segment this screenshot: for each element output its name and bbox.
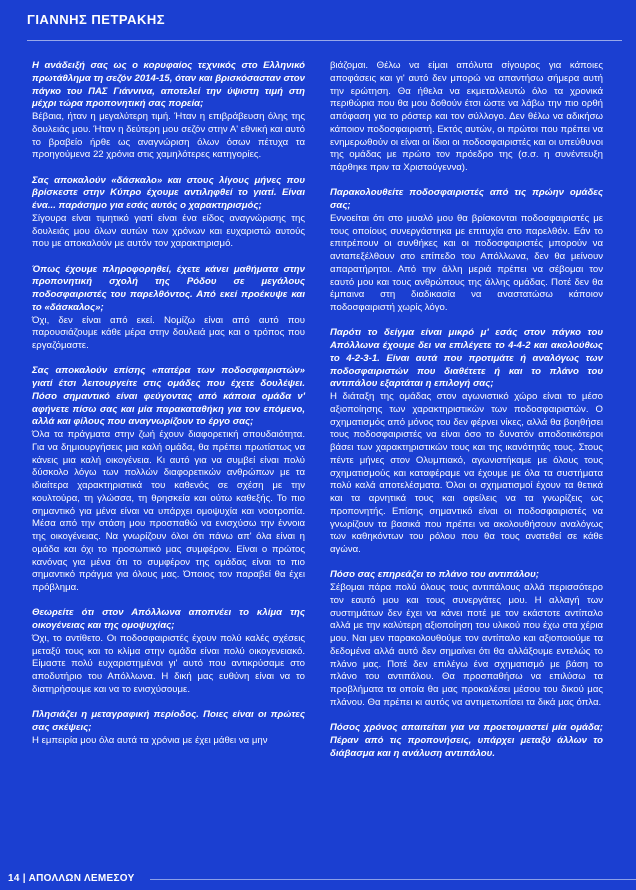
- question: Παρακολουθείτε ποδοσφαιριστές από τις πρώην ομάδες σας;: [330, 187, 603, 211]
- answer: Η εμπειρία μου όλα αυτά τα χρόνια με έχει μάθει να μην: [32, 734, 268, 746]
- answer: Σίγουρα είναι τιμητικό γιατί είναι ένα είδος αναγνώρισης της δουλειάς μου όλων αυτών των χρόνων και ευχαριστώ αυτούς που με αποκαλούν με αυτόν τον χαρακτηρισμό.: [32, 212, 305, 250]
- page-header: [0, 0, 636, 46]
- question: Σας αποκαλούν επίσης «πατέρα των ποδοσφαιριστών» γιατί έτσι λειτουργείτε στις ομάδες που έχετε δουλέψει. Πόσο σημαντικό είναι φεύγοντας από κάποια ομάδα ν' αφήνετε πίσω σας και μία παρακαταθήκη για τον επόμενο, αλλά και φίλους που αναγνωρίζουν το έργο σας;: [32, 365, 305, 428]
- question: Θεωρείτε ότι στον Απόλλωνα αποπνέει το κλίμα της οικογένειας και της ομοψυχίας;: [32, 607, 305, 631]
- answer: Βέβαια, ήταν η μεγαλύτερη τιμή. Ήταν η επιβράβευση όλης της δουλειάς μου. Ήταν η δεύτερη μου σεζόν στην Α' εθνική και αυτό το βραβείο ήρθε ως αναγνώριση όλων όσων πέτυχα τα προηγούμενα 22 χρόνια στις χαμηλότερες κατηγορίες.: [32, 111, 306, 161]
- author-name: ΓΙΑΝΝΗΣ ΠΕΤΡΑΚΗΣ: [27, 12, 166, 27]
- question: Πλησιάζει η μεταγραφική περίοδος. Ποιες είναι οι πρώτες σας σκέψεις;: [32, 709, 305, 733]
- header-divider: [27, 40, 622, 41]
- answer: Εννοείται ότι στο μυαλό μου θα βρίσκονται ποδοσφαιριστές με τους οποίους συνεργάστηκα με επιτυχία στο παρελθόν. Εάν το επιτρέπουν οι συνθήκες και οι ποδοσφαιριστές μπορούν να ανταπεξέλθουν στο επίπεδο του Απόλλωνα, δεν θα μείνουν απαρατήρητοι. Από την άλλη μεριά πρέπει να σέβομαι τον εαυτό μου και τους ανθρώπους της άλλης ομάδας. Ποτέ δεν θα έμπαινα στη διαδικασία να αναστατώσω κάποιον ποδοσφαιριστή χωρίς λόγο.: [330, 212, 603, 313]
- page-footer: [0, 868, 636, 890]
- answer: Η διάταξη της ομάδας στον αγωνιστικό χώρο είναι το μέσο αξιοποίησης των χαρακτηριστικών των ποδοσφαιριστών. Ο σχηματισμός από μόνος του δεν φέρνει νίκες, αλλά θα βοηθήσει τους ποδοσφαιριστές να είναι όσο το δυνατόν αποδοτικότεροι βάσει των χαρακτηριστικών τους και της ικανότητάς τους. Στους πέντε μήνες στον Ολυμπιακό, αγωνιστήκαμε με όλους τους σχηματισμούς και καταφέραμε να έχουμε με όλα τα συστήματα πολύ καλά αποτελέσματα. Όλοι οι σχηματισμοί έχουν τα θετικά και τα αρνητικά τους και οφείλεις να τα γνωρίζεις ως προπονητής. Επίσης σημαντικό είναι οι ποδοσφαιριστές να γνωρίζουν τα βασικά που πρέπει να ακολουθήσουν αναλόγως των καθηκόντων του ρόλου που θα τους ανατεθεί σε κάθε αγώνα.: [330, 391, 603, 555]
- answer: βιάζομαι. Θέλω να είμαι απόλυτα σίγουρος για κάποιες αποφάσεις και γι' αυτό δεν μπορώ να απαντήσω σήμερα αυτή την ερώτηση. Θα ήθελα να εκμεταλλευτώ όλο τα χρονικά περιθώρια που θα μου δοθούν έτσι ώστε να λάβω την πιο ορθή απόφαση για το ρόστερ και τον σύλλογο. Δεν θέλω να αδικήσω κάποιον ποδοσφαιριστή. Εκτός αυτών, οι πρώτοι που πρέπει να ενημερωθούν οι είναι οι ίδιοι οι ποδοσφαιριστές και οι υπεύθυνοι της ομάδας με πρώτο τον πρόεδρο της (σ.σ. η συνέντευξη πάρθηκε πριν τα Χριστούγεννα).: [330, 60, 603, 173]
- right-column: [330, 60, 603, 760]
- answer: Σέβομαι πάρα πολύ όλους τους αντιπάλους αλλά περισσότερο τον εαυτό μου και τους συνεργάτες μου. Η αλλαγή των συστημάτων δεν έχει να κάνει ποτέ με τον εκάστοτε αντίπαλο αλλά με την καλύτερη αξιοποίηση του υλικού που έχω στα χέρια μου. Ναι μεν παρακολουθούμε τον αντίπαλο και αξιοποιούμε τα δεδομένα αλλά αυτό δεν σημαίνει ότι θα αλλάξουμε εντελώς το πλάνο μας. Ποτέ δεν επιλέγω ένα σχηματισμό με βάση το πλάνο του αντιπάλου. Θα προσπαθήσω να επιλύσω τα προβλήματα τα οποία θα μας προκαλέσει μέσου του δικού μας πλάνου. Θα πρέπει κι αυτός να αντιμετωπίσει τα δικά μας όπλα.: [330, 582, 603, 708]
- page-number-label: 14 | ΑΠΟΛΛΩΝ ΛΕΜΕΣΟΥ: [8, 873, 135, 884]
- question: Σας αποκαλούν «δάσκαλο» και στους λίγους μήνες που βρίσκεστε στην Κύπρο έχουμε αντιληφθεί το γιατί. Είναι ένα... παράσημο για εσάς αυτός ο χαρακτηρισμός;: [32, 174, 305, 211]
- question: Πόσος χρόνος απαιτείται για να προετοιμαστεί μία ομάδα; Πέραν από τις προπονήσεις, υπάρχει μεταξύ άλλων το διάβασμα και η ανάλυση αντιπάλου.: [330, 722, 603, 759]
- answer: Όχι, το αντίθετο. Οι ποδοσφαιριστές έχουν πολύ καλές σχέσεις μεταξύ τους και το κλίμα στην ομάδα είναι πολύ οικογενειακό. Είμαστε πολύ ευχαριστημένοι γι' αυτό που αντικρύσαμε στο αποδυτήριο του Απόλλωνα. Η δική μας ευθύνη είναι να το διατηρήσουμε και να το ενισχύσουμε.: [32, 632, 305, 695]
- answer: Όχι, δεν είναι από εκεί. Νομίζω είναι από αυτό που παρουσιάζουμε κάθε μέρα στην δουλειά μας και ο τρόπος που εργαζόμαστε.: [32, 314, 305, 351]
- answer: Όλα τα πράγματα στην ζωή έχουν διαφορετική σπουδαιότητα. Για να δημιουργήσεις μια καλή ομάδα, θα πρέπει πρωτίστως να κάνεις μια καλή οικογένεια. Κι αυτό για να συμβεί είναι πολύ δύσκολο λόγω των πολλών διαφορετικών ανθρώπων με τα ιδιαίτερα χαρακτηριστικά του καθενός σε σχέση με την κουλτούρα, τη γλώσσα, τη θρησκεία και ούτω καθεξής. Το πιο σημαντικό για μένα είναι να υπάρχει ομοψυχία και νοοτροπία. Μέσα από την στάση μου προσπαθώ να ενισχύσω την έννοια της οικογένειας. Να γνωρίζουν όλοι ότι πάνω απ' όλα είναι η ομάδα και όχι το προσωπικό μας συμφέρον. Είναι ο πρώτος κανόνας για μένα ότι το συμφέρον της ομάδας είναι το πιο σημαντικό πράγμα για όλους μας. Όποιος τον παραβεί θα έχει πρόβλημα.: [32, 429, 305, 593]
- question: Όπως έχουμε πληροφορηθεί, έχετε κάνει μαθήματα στην προπονητική σχολή της Ρόδου σε μεγάλους ποδοσφαιριστές του παρελθόντος. Από εκεί προέκυψε και το «δάσκαλος»;: [32, 263, 305, 313]
- question: Πόσο σας επηρεάζει το πλάνο του αντιπάλου;: [330, 569, 539, 581]
- footer-divider: [150, 879, 636, 880]
- left-column: [32, 60, 305, 747]
- question: Η ανάδειξή σας ως ο κορυφαίος τεχνικός στο Ελληνικό πρωτάθλημα τη σεζόν 2014-15, όταν και βρισκόσασταν στον πάγκο του ΠΑΣ Γιάννινα, αποτελεί την ύψιστη τιμή στη μέχρι τώρα προπονητική σας πορεία;: [32, 60, 305, 110]
- question: Παρότι το δείγμα είναι μικρό μ' εσάς στον πάγκο του Απόλλωνα έχουμε δει να επιλέγετε το 4-4-2 και ακολούθως το 4-2-3-1. Είναι αυτά που προτιμάτε ή αναλόγως των ποδοσφαιριστών που διαθέτετε ή και το πλάνο του αντιπάλου εξαρτάται η επιλογή σας;: [330, 327, 603, 390]
